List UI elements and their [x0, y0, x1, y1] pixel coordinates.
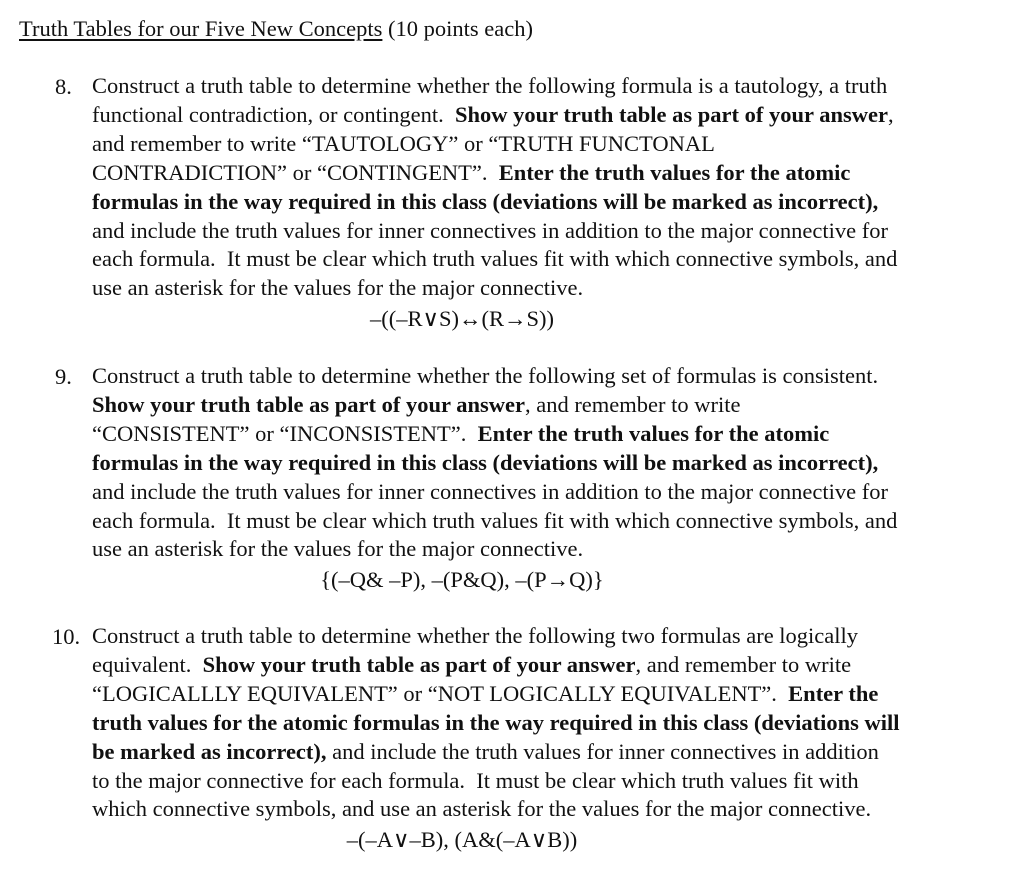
text-line: [92, 767, 997, 796]
text-run: and remember to write “TAUTOLOGY” or “TRUTH FUNCTONAL: [92, 130, 715, 156]
text-line: [92, 245, 997, 274]
bold-text: formulas in the way required in this class (deviations will be marked as incorrect),: [92, 449, 879, 475]
text-run: Construct a truth table to determine whether the following formula is a tautology, a truth: [92, 73, 888, 98]
bold-text: truth values for the atomic formulas in the way required in this class (deviations will: [92, 709, 900, 735]
section-heading: [19, 14, 533, 44]
text-line: [92, 130, 997, 159]
text-run: , and remember to write: [635, 651, 852, 677]
question-formula: –(–A∨–B), (A&(–A∨B)): [346, 827, 578, 852]
text-run: Construct a truth table to determine whether the following set of formulas is consistent.: [92, 363, 879, 388]
text-line: [92, 478, 997, 507]
text-run: use an asterisk for the values for the major connective.: [92, 275, 584, 301]
text-run: use an asterisk for the values for the major connective.: [92, 536, 584, 562]
text-line: [92, 217, 997, 246]
text-run: , and remember to write: [524, 391, 741, 417]
text-run: functional contradiction, or contingent.: [92, 101, 456, 127]
text-line: [92, 101, 997, 130]
text-line: [92, 651, 997, 680]
text-run: to the major connective for each formula. It must be clear which truth values fit with: [92, 767, 859, 793]
question-number: 10.: [52, 624, 81, 649]
text-run: “LOGICALLLY EQUIVALENT” or “NOT LOGICALLY EQUIVALENT”.: [92, 680, 789, 706]
text-line: [92, 507, 997, 536]
text-line: [92, 72, 997, 101]
bold-text: be marked as incorrect),: [92, 738, 327, 764]
bold-text: Show your truth table as part of your answer: [455, 101, 888, 127]
bold-text: Enter the truth values for the atomic: [498, 159, 851, 185]
text-line: [92, 449, 997, 478]
text-line: [92, 188, 997, 217]
text-run: equivalent.: [92, 651, 203, 677]
text-run: ,: [887, 101, 894, 127]
text-line: [92, 420, 997, 449]
text-line: [92, 535, 997, 564]
text-line: [92, 795, 997, 824]
bold-text: Enter the: [788, 680, 879, 706]
text-run: and include the truth values for inner connectives in addition to the major connective for: [92, 217, 888, 243]
bold-text: Enter the truth values for the atomic: [477, 420, 830, 446]
text-run: “CONSISTENT” or “INCONSISTENT”.: [92, 420, 478, 446]
text-run: Construct a truth table to determine whether the following two formulas are logically: [92, 623, 859, 648]
question-number: 8.: [55, 74, 72, 99]
text-line: [92, 680, 997, 709]
bold-text: formulas in the way required in this class (deviations will be marked as incorrect),: [92, 188, 879, 214]
question-formula: –((–R∨S)↔(R→S)): [370, 306, 554, 331]
text-line: [92, 622, 997, 651]
text-line: [92, 709, 997, 738]
section-points: (10 points each): [388, 16, 533, 41]
question-text: [92, 362, 997, 564]
section-title: Truth Tables for our Five New Concepts: [19, 16, 383, 41]
bold-text: Show your truth table as part of your answer: [92, 391, 525, 417]
question-number: 9.: [55, 364, 72, 389]
text-run: each formula. It must be clear which truth values fit with which connective symbols, and: [92, 246, 898, 272]
text-run: CONTRADICTION” or “CONTINGENT”.: [92, 159, 499, 185]
question-formula: {(–Q& –P), –(P&Q), –(P→Q)}: [320, 567, 604, 592]
text-run: and include the truth values for inner connectives in addition: [326, 738, 879, 764]
text-run: which connective symbols, and use an asterisk for the values for the major connective.: [92, 796, 872, 822]
text-line: [92, 274, 997, 303]
text-run: each formula. It must be clear which truth values fit with which connective symbols, and: [92, 507, 898, 533]
text-run: and include the truth values for inner connectives in addition to the major connective for: [92, 478, 888, 504]
question-text: [92, 622, 997, 824]
text-line: [92, 362, 997, 391]
text-line: [92, 738, 997, 767]
text-line: [92, 391, 997, 420]
question-text: [92, 72, 997, 303]
bold-text: Show your truth table as part of your answer: [202, 651, 636, 677]
text-line: [92, 159, 997, 188]
